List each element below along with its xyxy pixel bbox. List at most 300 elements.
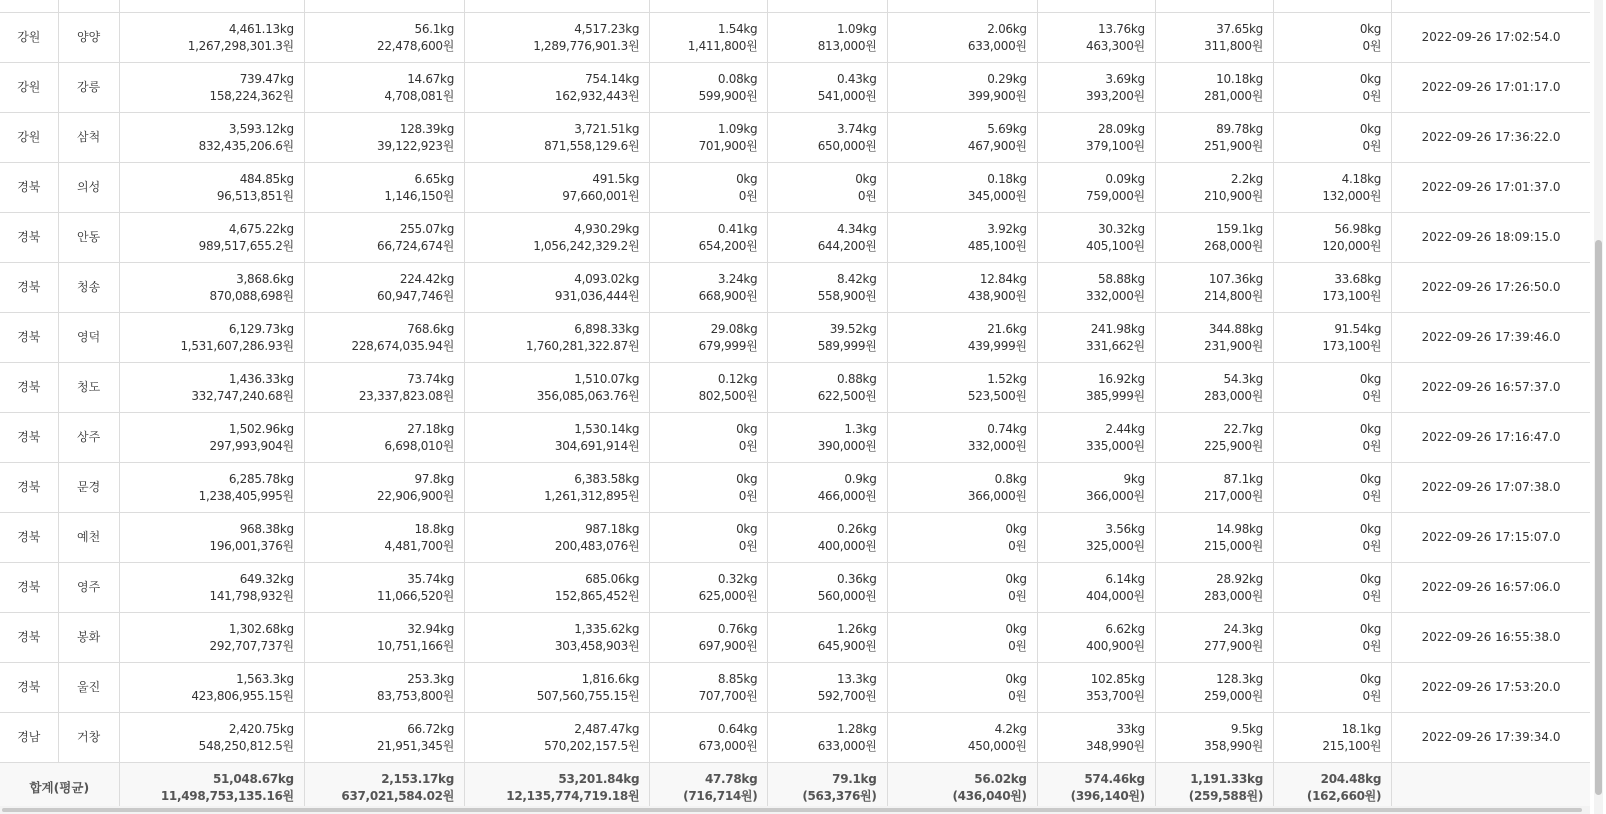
value-cell — [304, 713, 464, 763]
weight-value: 27.18kg — [407, 421, 455, 436]
weight-value: 4,461.13kg — [228, 21, 294, 36]
timestamp-cell: 2022-09-26 18:09:15.0 — [1392, 213, 1590, 263]
amount-value: 423,806,955.15원 — [191, 688, 294, 703]
weight-value: 0kg — [1359, 471, 1382, 486]
weight-value: 4,517.23kg — [574, 21, 640, 36]
table-row — [0, 463, 1590, 513]
value-cell — [1037, 563, 1155, 613]
table-row — [0, 263, 1590, 313]
total-weight-value: 53,201.84kg — [558, 771, 640, 786]
weight-value: 3.69kg — [1105, 71, 1145, 86]
weight-value: 649.32kg — [239, 571, 294, 586]
value-cell — [1274, 0, 1392, 13]
weight-value: 1,335.62kg — [574, 621, 640, 636]
value-cell — [1274, 463, 1392, 513]
value-cell — [119, 613, 304, 663]
weight-value: 8.85kg — [717, 671, 758, 686]
value-cell — [304, 563, 464, 613]
value-cell — [650, 213, 768, 263]
weight-value: 0kg — [855, 171, 877, 186]
amount-value: 11,066,520원 — [377, 588, 455, 603]
amount-value: 152,865,452원 — [554, 588, 640, 603]
value-cell — [768, 263, 887, 313]
weight-value: 4,675.22kg — [228, 221, 294, 236]
value-cell — [304, 363, 464, 413]
total-amount-value: 11,498,753,135.16원 — [160, 788, 294, 803]
amount-value: 173,100원 — [1322, 338, 1382, 353]
weight-value: 2.06kg — [987, 21, 1027, 36]
weight-value: 1,436.33kg — [228, 371, 294, 386]
value-cell — [768, 163, 887, 213]
amount-value: 292,707,737원 — [209, 638, 294, 653]
value-cell — [304, 113, 464, 163]
weight-value: 6.14kg — [1105, 571, 1145, 586]
amount-value: 1,146,150원 — [384, 188, 455, 203]
value-cell — [1155, 363, 1273, 413]
table-row — [0, 213, 1590, 263]
table-row — [0, 563, 1590, 613]
amount-value: 0원 — [738, 438, 758, 453]
value-cell — [119, 413, 304, 463]
value-cell — [1037, 213, 1155, 263]
value-cell — [465, 713, 650, 763]
amount-value: 548,250,812.5원 — [198, 738, 294, 753]
amount-value: 231,900원 — [1204, 338, 1263, 353]
weight-value: 968.38kg — [239, 521, 294, 536]
city-cell: 양양 — [58, 13, 119, 63]
amount-value: 668,900원 — [698, 288, 758, 303]
value-cell — [119, 163, 304, 213]
amount-value: 1,411,800원 — [687, 38, 758, 53]
weight-value: 1.3kg — [844, 421, 877, 436]
total-weight-value: 2,153.17kg — [381, 771, 455, 786]
value-cell — [1155, 213, 1273, 263]
value-cell — [1037, 113, 1155, 163]
value-cell — [650, 13, 768, 63]
amount-value: 439,999원 — [967, 338, 1027, 353]
weight-value: 0kg — [1359, 71, 1382, 86]
weight-value: 3,721.51kg — [574, 121, 640, 136]
value-cell — [1037, 663, 1155, 713]
weight-value: 0.18kg — [987, 171, 1027, 186]
amount-value: 399,900원 — [967, 88, 1027, 103]
province-cell: 경남 — [0, 713, 58, 763]
value-cell — [650, 0, 768, 13]
value-cell — [650, 713, 768, 763]
amount-value: 356,085,063.76원 — [536, 388, 640, 403]
amount-value: 277,900원 — [1204, 638, 1263, 653]
amount-value: 331,662원 — [1086, 338, 1145, 353]
value-cell — [887, 313, 1037, 363]
weight-value: 0kg — [736, 471, 758, 486]
weight-value: 1.52kg — [987, 371, 1027, 386]
total-weight-value: 204.48kg — [1320, 771, 1382, 786]
amount-value: 871,558,129.6원 — [544, 138, 640, 153]
weight-value: 10.18kg — [1216, 71, 1263, 86]
value-cell — [650, 513, 768, 563]
amount-value: 1,760,281,322.87원 — [525, 338, 640, 353]
weight-value: 6,383.58kg — [574, 471, 640, 486]
amount-value: 251,900원 — [1204, 138, 1263, 153]
value-cell — [768, 413, 887, 463]
value-cell — [887, 0, 1037, 13]
weight-value: 35.74kg — [407, 571, 455, 586]
total-weight-value: 56.02kg — [974, 771, 1027, 786]
weight-value: 6.65kg — [414, 171, 455, 186]
value-cell — [768, 313, 887, 363]
timestamp-cell: 2022-09-26 17:39:34.0 — [1392, 713, 1590, 763]
total-value-cell — [1274, 763, 1392, 813]
amount-value: 303,458,903원 — [554, 638, 640, 653]
province-cell: 경북 — [0, 313, 58, 363]
amount-value: 390,000원 — [817, 438, 877, 453]
weight-value: 102.85kg — [1090, 671, 1145, 686]
vertical-scrollbar[interactable] — [1594, 0, 1603, 814]
amount-value: 650,000원 — [817, 138, 877, 153]
value-cell — [119, 513, 304, 563]
amount-value: 759,000원 — [1086, 188, 1145, 203]
amount-value: 332,747,240.68원 — [191, 388, 294, 403]
value-cell — [1037, 13, 1155, 63]
weight-value: 1,502.96kg — [228, 421, 294, 436]
weight-value: 0.12kg — [717, 371, 758, 386]
value-cell — [768, 113, 887, 163]
value-cell — [1155, 513, 1273, 563]
amount-value: 931,036,444원 — [554, 288, 640, 303]
value-cell — [119, 0, 304, 13]
amount-value: 507,560,755.15원 — [536, 688, 640, 703]
value-cell — [1037, 613, 1155, 663]
weight-value: 0.08kg — [717, 71, 758, 86]
weight-value: 30.32kg — [1098, 221, 1145, 236]
amount-value: 97,660,001원 — [562, 188, 640, 203]
weight-value: 28.09kg — [1098, 121, 1145, 136]
weight-value: 12.84kg — [979, 271, 1027, 286]
city-cell: 안동 — [58, 213, 119, 263]
value-cell — [887, 713, 1037, 763]
value-cell — [768, 713, 887, 763]
value-cell — [1155, 263, 1273, 313]
weight-value: 0kg — [1359, 371, 1382, 386]
weight-value: 484.85kg — [239, 171, 294, 186]
value-cell — [1037, 413, 1155, 463]
amount-value: 654,200원 — [698, 238, 758, 253]
city-cell: 봉화 — [58, 613, 119, 663]
amount-value: 259,000원 — [1204, 688, 1263, 703]
weight-value: 87.1kg — [1223, 471, 1263, 486]
value-cell — [119, 263, 304, 313]
amount-value: 400,900원 — [1086, 638, 1145, 653]
total-amount-value: (436,040원) — [952, 788, 1027, 803]
timestamp-cell: 2022-09-26 17:39:46.0 — [1392, 313, 1590, 363]
weight-value: 0kg — [1359, 521, 1382, 536]
weight-value: 2,487.47kg — [574, 721, 640, 736]
table-row — [0, 0, 1590, 13]
amount-value: 366,000원 — [1086, 488, 1145, 503]
value-cell — [650, 63, 768, 113]
value-cell — [465, 363, 650, 413]
weight-value: 2,420.75kg — [228, 721, 294, 736]
weight-value: 8.42kg — [837, 271, 877, 286]
total-amount-value: (162,660원) — [1306, 788, 1382, 803]
amount-value: 141,798,932원 — [209, 588, 294, 603]
amount-value: 0원 — [738, 488, 758, 503]
value-cell — [465, 463, 650, 513]
weight-value: 6,285.78kg — [228, 471, 294, 486]
weight-value: 0kg — [1359, 21, 1382, 36]
timestamp-cell: 2022-09-26 16:57:06.0 — [1392, 563, 1590, 613]
amount-value: 0원 — [1362, 638, 1382, 653]
city-cell: 삼척 — [58, 113, 119, 163]
weight-value: 5.69kg — [987, 121, 1027, 136]
timestamp-cell: 2022-09-26 17:01:37.0 — [1392, 163, 1590, 213]
weight-value: 4,930.29kg — [574, 221, 640, 236]
amount-value: 541,000원 — [817, 88, 877, 103]
weight-value: 0kg — [1005, 621, 1027, 636]
amount-value: 404,000원 — [1086, 588, 1145, 603]
value-cell — [887, 513, 1037, 563]
value-cell — [1274, 713, 1392, 763]
value-cell — [304, 613, 464, 663]
timestamp-cell: 2022-09-26 17:15:07.0 — [1392, 513, 1590, 563]
value-cell — [465, 113, 650, 163]
amount-value: 332,000원 — [967, 438, 1027, 453]
weight-value: 241.98kg — [1090, 321, 1145, 336]
amount-value: 592,700원 — [817, 688, 877, 703]
value-cell — [768, 513, 887, 563]
amount-value: 60,947,746원 — [377, 288, 455, 303]
amount-value: 0원 — [857, 188, 877, 203]
weight-value: 3.74kg — [837, 121, 877, 136]
value-cell — [887, 163, 1037, 213]
amount-value: 217,000원 — [1204, 488, 1263, 503]
horizontal-scrollbar-thumb[interactable] — [2, 808, 1582, 812]
total-value-cell — [304, 763, 464, 813]
value-cell — [304, 313, 464, 363]
value-cell — [1274, 163, 1392, 213]
amount-value: 0원 — [1362, 538, 1382, 553]
weight-value: 4.18kg — [1341, 171, 1382, 186]
value-cell — [465, 63, 650, 113]
value-cell — [1274, 663, 1392, 713]
amount-value: 0원 — [1362, 138, 1382, 153]
value-cell — [304, 263, 464, 313]
amount-value: 1,261,312,895원 — [544, 488, 640, 503]
amount-value: 679,999원 — [698, 338, 758, 353]
value-cell — [1274, 13, 1392, 63]
weight-value: 1,530.14kg — [574, 421, 640, 436]
amount-value: 1,056,242,329.2원 — [533, 238, 640, 253]
province-cell: 강원 — [0, 13, 58, 63]
timestamp-cell: 2022-09-26 17:02:54.0 — [1392, 13, 1590, 63]
amount-value: 523,500원 — [967, 388, 1027, 403]
amount-value: 0원 — [1362, 688, 1382, 703]
amount-value: 335,000원 — [1086, 438, 1145, 453]
weight-value: 0kg — [1005, 521, 1027, 536]
weight-value: 128.39kg — [399, 121, 455, 136]
weight-value: 6,129.73kg — [228, 321, 294, 336]
horizontal-scrollbar[interactable] — [0, 806, 1590, 814]
amount-value: 560,000원 — [817, 588, 877, 603]
weight-value: 0.41kg — [717, 221, 758, 236]
amount-value: 558,900원 — [817, 288, 877, 303]
weight-value: 1,302.68kg — [228, 621, 294, 636]
value-cell — [1155, 163, 1273, 213]
value-cell — [1037, 513, 1155, 563]
total-amount-value: (259,588원) — [1188, 788, 1263, 803]
value-cell — [119, 663, 304, 713]
value-cell — [650, 263, 768, 313]
weight-value: 128.3kg — [1216, 671, 1263, 686]
amount-value: 485,100원 — [967, 238, 1027, 253]
value-cell — [119, 463, 304, 513]
weight-value: 0.8kg — [994, 471, 1027, 486]
weight-value: 6.62kg — [1105, 621, 1145, 636]
value-cell — [1274, 213, 1392, 263]
amount-value: 438,900원 — [967, 288, 1027, 303]
amount-value: 325,000원 — [1086, 538, 1145, 553]
weight-value: 987.18kg — [585, 521, 640, 536]
amount-value: 215,100원 — [1322, 738, 1382, 753]
weight-value: 58.88kg — [1098, 271, 1145, 286]
weight-value: 28.92kg — [1216, 571, 1263, 586]
total-value-cell — [1037, 763, 1155, 813]
weight-value: 18.1kg — [1341, 721, 1382, 736]
total-amount-value: (396,140원) — [1070, 788, 1145, 803]
value-cell — [1155, 563, 1273, 613]
weight-value: 16.92kg — [1098, 371, 1145, 386]
amount-value: 345,000원 — [967, 188, 1027, 203]
amount-value: 120,000원 — [1322, 238, 1382, 253]
value-cell — [887, 63, 1037, 113]
value-cell — [119, 113, 304, 163]
weight-value: 0.76kg — [717, 621, 758, 636]
weight-value: 0.29kg — [987, 71, 1027, 86]
value-cell — [465, 613, 650, 663]
value-cell — [465, 213, 650, 263]
weight-value: 739.47kg — [239, 71, 294, 86]
weight-value: 255.07kg — [399, 221, 455, 236]
province-cell: 경북 — [0, 213, 58, 263]
weight-value: 685.06kg — [585, 571, 640, 586]
value-cell — [465, 13, 650, 63]
value-cell — [304, 0, 464, 13]
amount-value: 366,000원 — [967, 488, 1027, 503]
weight-value: 0kg — [1359, 571, 1382, 586]
weight-value: 0.74kg — [987, 421, 1027, 436]
value-cell — [887, 563, 1037, 613]
weight-value: 39.52kg — [829, 321, 877, 336]
weight-value: 491.5kg — [592, 171, 640, 186]
weight-value: 33kg — [1116, 721, 1145, 736]
weight-value: 6,898.33kg — [574, 321, 640, 336]
timestamp-cell: 2022-09-26 17:36:22.0 — [1392, 113, 1590, 163]
amount-value: 0원 — [1362, 438, 1382, 453]
amount-value: 0원 — [1362, 388, 1382, 403]
weight-value: 91.54kg — [1334, 321, 1382, 336]
value-cell — [650, 413, 768, 463]
weight-value: 0kg — [736, 521, 758, 536]
value-cell — [887, 13, 1037, 63]
value-cell — [465, 513, 650, 563]
amount-value: 379,100원 — [1086, 138, 1145, 153]
weight-value: 0.26kg — [837, 521, 877, 536]
province-cell: 경북 — [0, 463, 58, 513]
amount-value: 0원 — [1362, 38, 1382, 53]
weight-value: 253.3kg — [407, 671, 455, 686]
weight-value: 4,093.02kg — [574, 271, 640, 286]
amount-value: 132,000원 — [1322, 188, 1382, 203]
value-cell — [119, 13, 304, 63]
amount-value: 162,932,443원 — [554, 88, 640, 103]
amount-value: 173,100원 — [1322, 288, 1382, 303]
value-cell — [465, 0, 650, 13]
table-row — [0, 163, 1590, 213]
weight-value: 1.09kg — [837, 21, 877, 36]
value-cell — [650, 163, 768, 213]
amount-value: 0원 — [1362, 588, 1382, 603]
weight-value: 24.3kg — [1223, 621, 1263, 636]
amount-value: 697,900원 — [698, 638, 758, 653]
total-weight-value: 79.1kg — [832, 771, 877, 786]
weight-value: 18.8kg — [414, 521, 455, 536]
value-cell — [465, 313, 650, 363]
amount-value: 304,691,914원 — [554, 438, 640, 453]
province-cell: 경북 — [0, 363, 58, 413]
total-value-cell — [1155, 763, 1273, 813]
total-amount-value: 12,135,774,719.18원 — [506, 788, 640, 803]
value-cell — [119, 713, 304, 763]
weight-value: 0kg — [1359, 421, 1382, 436]
value-cell — [768, 363, 887, 413]
amount-value: 196,001,376원 — [209, 538, 294, 553]
province-cell: 경북 — [0, 663, 58, 713]
amount-value: 0원 — [738, 188, 758, 203]
weight-value: 344.88kg — [1208, 321, 1263, 336]
amount-value: 450,000원 — [967, 738, 1027, 753]
amount-value: 633,000원 — [967, 38, 1027, 53]
value-cell — [1155, 613, 1273, 663]
weight-value: 224.42kg — [399, 271, 455, 286]
total-amount-value: (716,714원) — [683, 788, 758, 803]
weight-value: 3.56kg — [1105, 521, 1145, 536]
vertical-scrollbar-thumb[interactable] — [1595, 240, 1602, 795]
weight-value: 9kg — [1123, 471, 1145, 486]
value-cell — [768, 63, 887, 113]
amount-value: 358,990원 — [1204, 738, 1263, 753]
amount-value: 466,000원 — [817, 488, 877, 503]
value-cell — [465, 263, 650, 313]
amount-value: 0원 — [1362, 88, 1382, 103]
value-cell — [1037, 0, 1155, 13]
weight-value: 107.36kg — [1208, 271, 1263, 286]
table-row — [0, 313, 1590, 363]
weight-value: 4.2kg — [994, 721, 1027, 736]
weight-value: 2.2kg — [1230, 171, 1263, 186]
value-cell — [304, 663, 464, 713]
weight-value: 0kg — [736, 421, 758, 436]
value-cell — [1274, 63, 1392, 113]
table-row — [0, 13, 1590, 63]
value-cell — [304, 413, 464, 463]
amount-value: 283,000원 — [1204, 588, 1263, 603]
value-cell — [650, 663, 768, 713]
value-cell — [650, 113, 768, 163]
weight-value: 1.54kg — [717, 21, 758, 36]
weight-value: 754.14kg — [585, 71, 640, 86]
timestamp-cell: 2022-09-26 17:26:50.0 — [1392, 263, 1590, 313]
value-cell — [465, 163, 650, 213]
